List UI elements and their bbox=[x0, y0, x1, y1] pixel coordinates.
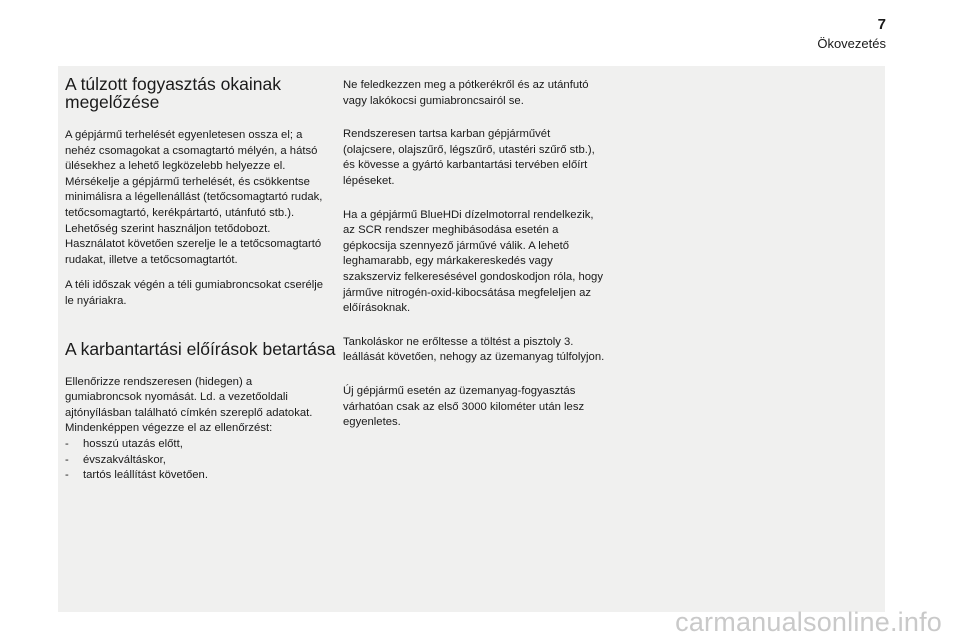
chapter-title: Ökovezetés bbox=[817, 36, 886, 51]
list-item: - tartós leállítást követően. bbox=[65, 468, 327, 484]
paragraph-maintenance-plan: Rendszeresen tartsa karban gépjárművét (olajcsere, olajszűrő, légszűrő, utastéri szűrő stb.), és kövesse a gyártó karbantartási tervében előírt lépéseket. bbox=[343, 128, 595, 187]
list-item: - évszakváltáskor, bbox=[65, 453, 327, 469]
paragraph-load-distribution: A gépjármű terhelését egyenletesen ossza el; a nehéz csomagokat a csomagtartó mélyén, a hátsó ülésekhez a lehető legközelebb helyezze el. Mérsékelje a gépjármű terhelését, és csökkentse minimálisra a légellenállást (tetőcsomagtartó rudak, tetőcsomagtartó, kerékpártartó, utánfutó stb.). Lehetőség szerint használjon tetődobozt. Használatot követően szerelje le a tetőcsomagtartó rudakat, illetve a tetőcsomagtartót. bbox=[65, 129, 323, 266]
section-title-consumption: A túlzott fogyasztás okainak megelőzése bbox=[65, 74, 281, 112]
content-panel bbox=[58, 66, 885, 612]
paragraph-winter-tyres: A téli időszak végén a téli gumiabroncsokat cserélje le nyáriakra. bbox=[65, 279, 324, 307]
check-list bbox=[65, 437, 327, 484]
paragraph-refuelling: Tankoláskor ne erőltesse a töltést a pisztoly 3. leállását követően, nehogy az üzemanyag túlfolyjon. bbox=[343, 335, 605, 364]
paragraph-tyre-pressure: Ellenőrizze rendszeresen (hidegen) a gumiabroncsok nyomását. Ld. a vezetőoldali ajtónyílásban található címkén szereplő adatokat. Mindenképpen végezze el az ellenőrzést: bbox=[65, 375, 313, 435]
watermark-text: carmanualsonline.info bbox=[675, 607, 942, 637]
paragraph-bluehdi-scr: Ha a gépjármű BlueHDi dízelmotorral rendelkezik, az SCR rendszer meghibásodása esetén a gépkocsija szennyező járművé válik. A lehető leghamarabb, egy márkakereskedés vagy szakszerviz felkeresésével gondoskodjon róla, hogy járműve nitrogén-oxid-kibocsátása megfeleljen az előírásoknak. bbox=[343, 208, 603, 315]
paragraph-spare-wheel: Ne feledkezzen meg a pótkerékről és az utánfutó vagy lakókocsi gumiabroncsairól se. bbox=[343, 79, 589, 107]
list-item: - hosszú utazás előtt, bbox=[65, 437, 327, 453]
section-title-maintenance: A karbantartási előírások betartása bbox=[65, 338, 336, 359]
right-column bbox=[343, 78, 605, 431]
page-number: 7 bbox=[877, 16, 886, 33]
left-column bbox=[65, 74, 336, 484]
paragraph-new-vehicle-consumption: Új gépjármű esetén az üzemanyag-fogyasztás várhatóan csak az első 3000 kilométer után lesz egyenletes. bbox=[343, 384, 585, 429]
